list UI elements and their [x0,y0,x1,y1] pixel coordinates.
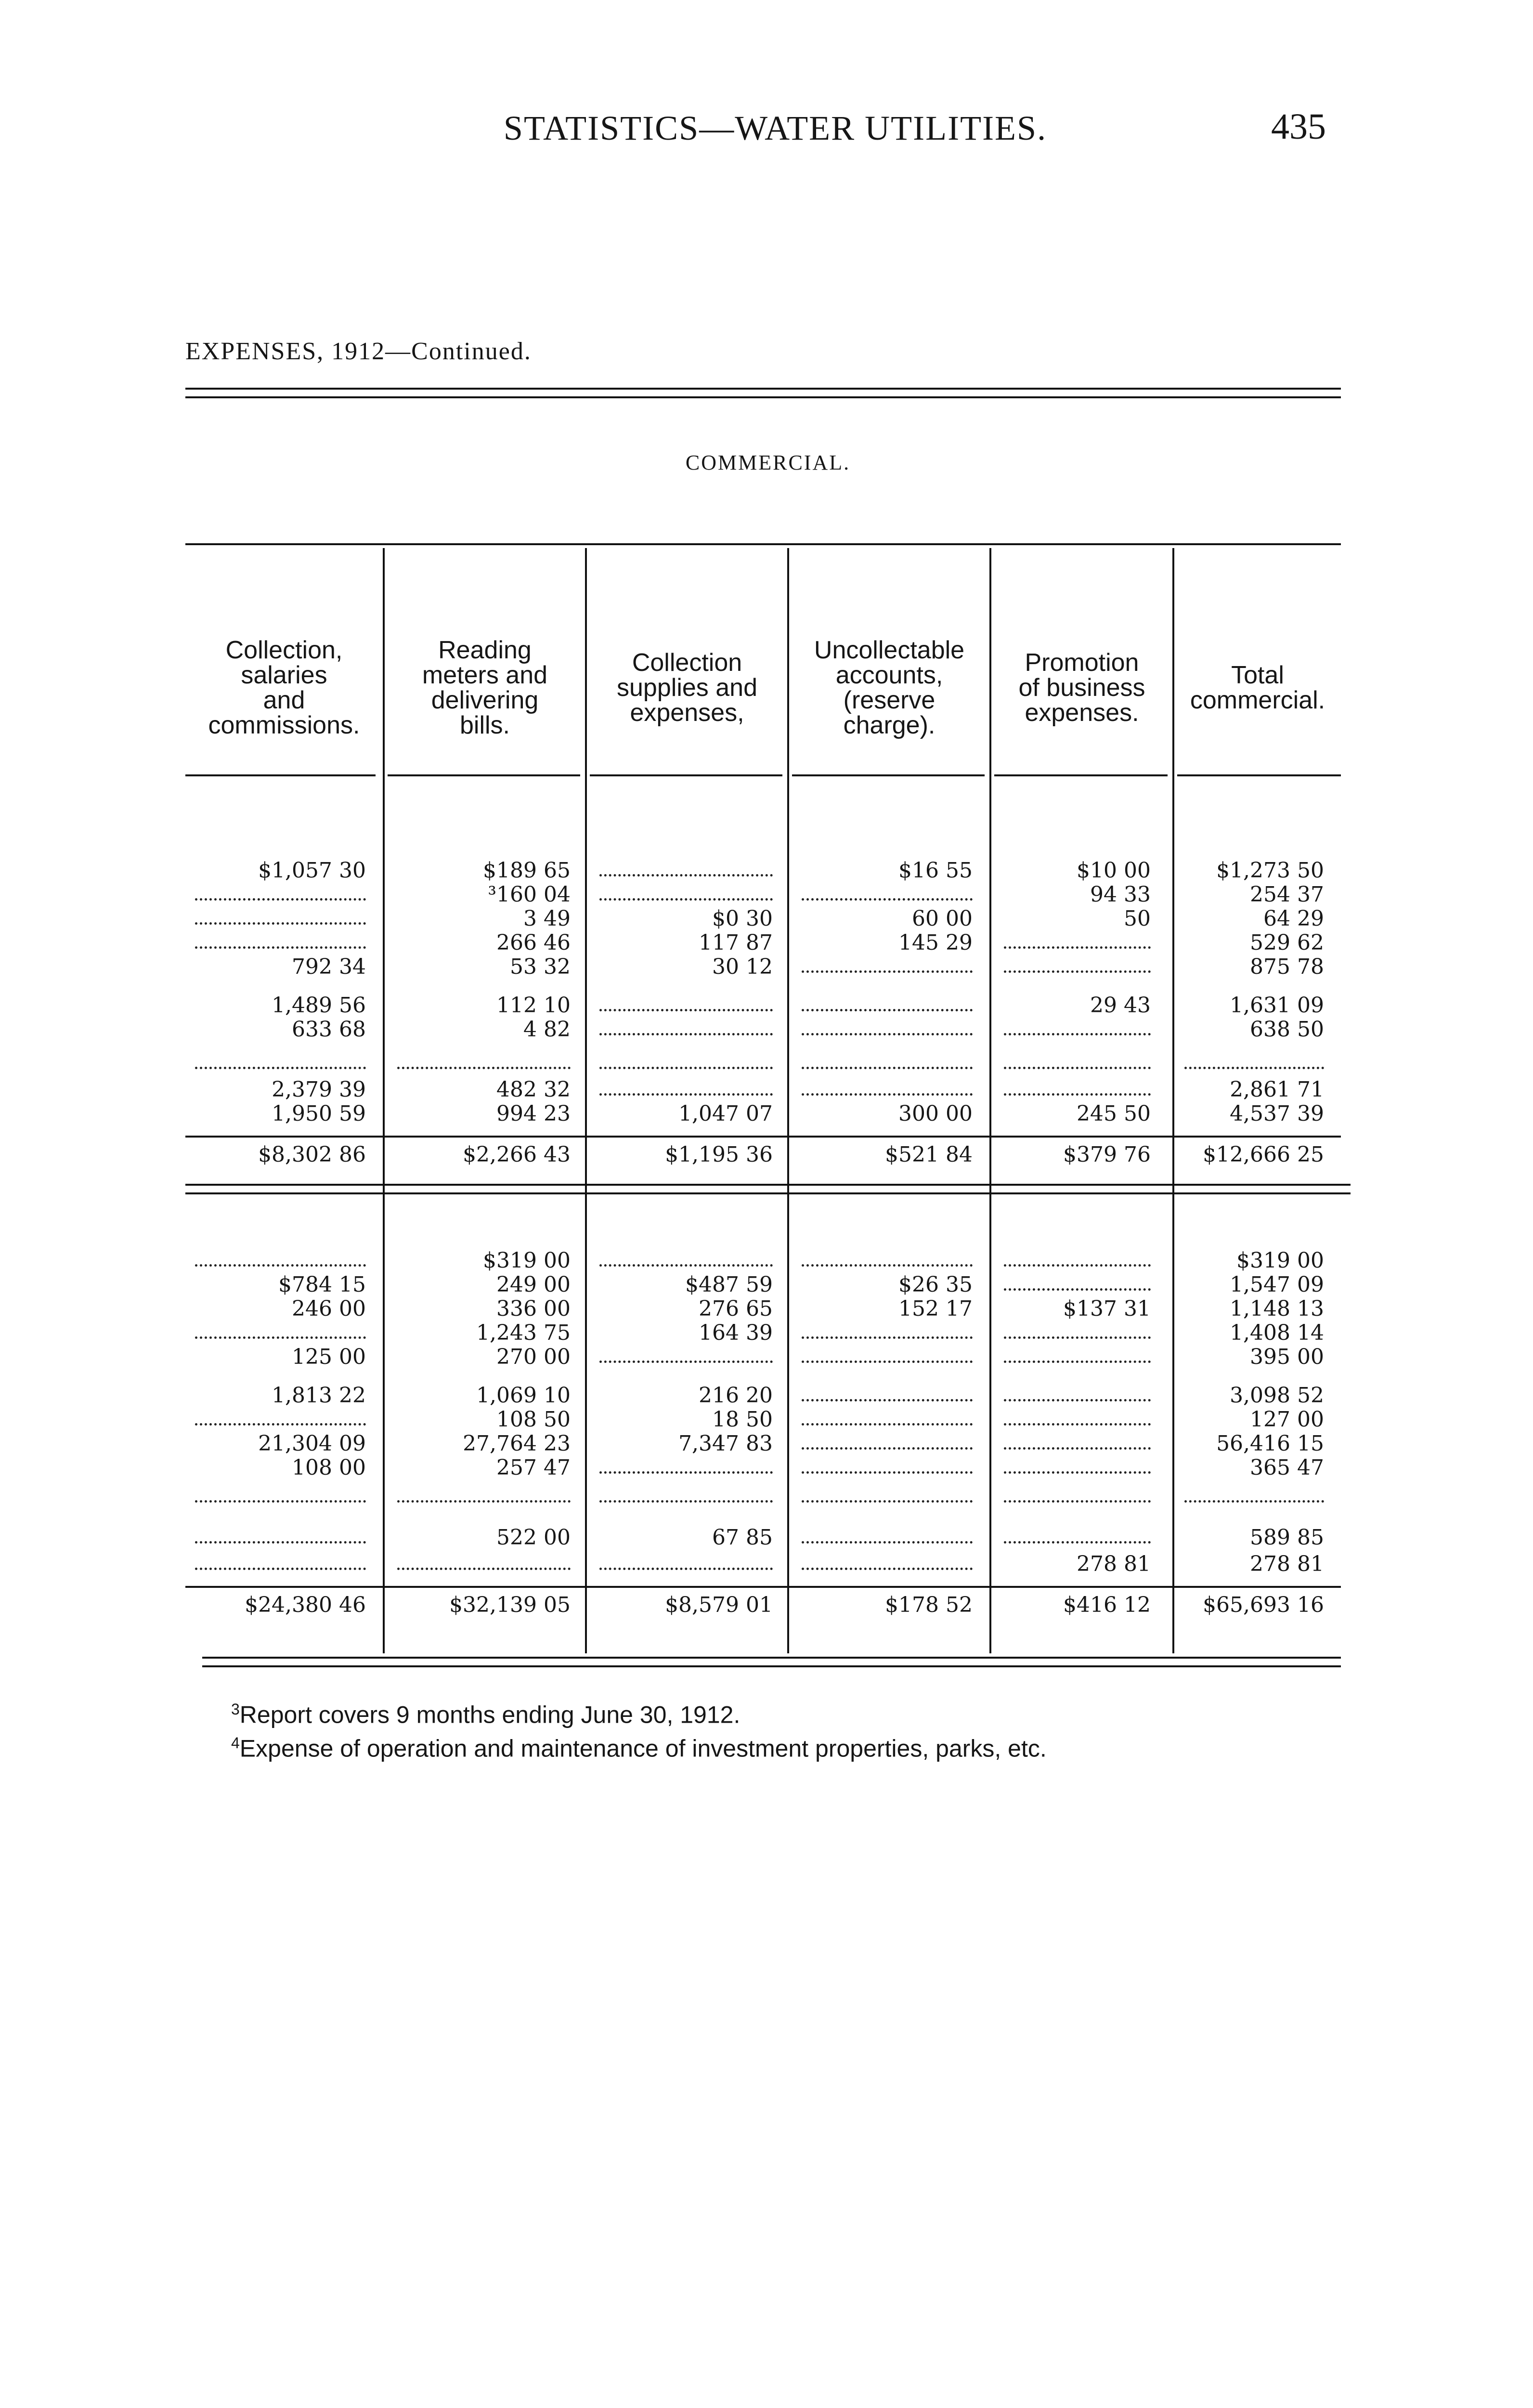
table-cell: $319 00 [1236,1248,1324,1273]
table-cell: 278 81 [1077,1552,1151,1576]
table-cell: 4,537 39 [1230,1101,1324,1126]
table-cell: 875 78 [1250,955,1324,979]
table-cell: 125 00 [292,1345,366,1369]
table-cell: 1,489 56 [272,993,366,1018]
table-row [185,1384,1341,1408]
total-cell: $1,195 36 [665,1142,773,1167]
table-row [185,907,1341,931]
table-row [185,859,1341,883]
table-row [185,1249,1341,1273]
totals-row [185,1143,1341,1167]
column-header: Total commercial. [1190,661,1325,714]
table-cell [1004,1456,1151,1474]
table-cell: 164 39 [699,1321,773,1345]
table-cell [802,955,973,973]
column-header: Collection supplies and expenses, [617,649,757,727]
table-cell: 29 43 [1090,993,1151,1018]
table-cell [599,1249,773,1267]
table-cell: $16 55 [898,858,973,883]
table-cell: 336 00 [496,1296,571,1321]
table-cell: 1,950 59 [272,1101,366,1126]
table-cell: 1,243 75 [476,1321,571,1345]
table-body [185,543,1341,1653]
table-cell: 2,861 71 [1230,1077,1324,1102]
table-cell [1004,1249,1151,1267]
table-cell: 56,416 15 [1216,1431,1324,1456]
table-cell [1004,931,1151,949]
column-header: Uncollectable accounts, (reserve charge). [814,636,965,739]
table-cell [195,1408,366,1426]
table-cell: 1,547 09 [1230,1272,1324,1297]
table-cell: ³160 04 [488,882,571,907]
table-row [185,1345,1341,1369]
table-cell: 127 00 [1250,1407,1324,1432]
table-cell [195,1526,366,1544]
table-cell: 108 00 [292,1455,366,1480]
total-cell: $8,302 86 [258,1142,366,1167]
table-cell: 1,813 22 [272,1383,366,1408]
table-row [185,1078,1341,1102]
table-cell [1004,955,1151,973]
totals-row [185,1593,1341,1617]
expenses-table [185,543,1341,1653]
table-cell: 117 87 [699,930,773,955]
table-cell [1184,1051,1324,1069]
table-row [185,1321,1341,1345]
table-cell: 300 00 [898,1101,973,1126]
table-cell: 67 85 [712,1525,773,1550]
table-cell [1004,1526,1151,1544]
table-cell: 145 29 [898,930,973,955]
footer-double-rule [202,1657,1341,1667]
table-cell [599,1078,773,1096]
table-cell [802,1408,973,1426]
header-double-rule [185,388,1341,398]
table-row [185,994,1341,1018]
table-cell [802,1384,973,1401]
footnote-mark: 3 [231,1701,240,1718]
footnote-text: Expense of operation and maintenance of investment properties, parks, etc. [239,1735,1047,1762]
table-cell: 1,631 09 [1230,993,1324,1018]
total-cell: $8,579 01 [665,1593,773,1617]
table-cell: 4 82 [523,1017,571,1042]
table-cell [397,1051,571,1069]
table-cell [802,1552,973,1570]
table-cell [599,859,773,877]
table-cell [1004,1321,1151,1339]
total-cell: $379 76 [1063,1142,1151,1167]
table-cell [195,1249,366,1267]
table-cell [195,1485,366,1503]
table-cell [599,994,773,1011]
table-cell [802,1345,973,1363]
column-header: Collection, salaries and commissions. [208,636,360,739]
running-title: STATISTICS—WATER UTILITIES. [503,109,1047,147]
table-row [185,1485,1341,1509]
table-cell [195,883,366,901]
table-cell: 254 37 [1250,882,1324,907]
table-cell: 245 50 [1077,1101,1151,1126]
total-cell: $178 52 [885,1593,973,1617]
table-cell: $0 30 [712,906,773,931]
table-row [185,1432,1341,1456]
table-cell: $26 35 [898,1272,973,1297]
table-cell: 246 00 [292,1296,366,1321]
table-cell [1004,1078,1151,1096]
totals-rule [185,1586,1341,1588]
table-cell: 21,304 09 [258,1431,366,1456]
table-row [185,1408,1341,1432]
table-cell [599,1018,773,1035]
total-cell: $24,380 46 [245,1593,366,1617]
footnote [231,1729,1338,1763]
group-separator-double-rule [185,1184,1351,1194]
table-cell: 994 23 [496,1101,571,1126]
table-cell: 94 33 [1090,882,1151,907]
table-row [185,1297,1341,1321]
table-cell: 112 10 [496,993,571,1018]
footnotes [231,1695,1338,1762]
table-cell [195,1552,366,1570]
table-cell: 633 68 [292,1017,366,1042]
table-cell: 270 00 [496,1345,571,1369]
table-cell [599,883,773,901]
table-cell: 108 50 [496,1407,571,1432]
table-cell: $1,057 30 [258,858,366,883]
table-cell: $1,273 50 [1216,858,1324,883]
table-cell [1004,1273,1151,1291]
table-cell: 638 50 [1250,1017,1324,1042]
table-cell [599,1345,773,1363]
table-cell: 482 32 [496,1077,571,1102]
table-cell [802,994,973,1011]
table-cell: 249 00 [496,1272,571,1297]
total-cell: $2,266 43 [463,1142,571,1167]
table-cell [195,907,366,925]
table-cell [802,1485,973,1503]
table-cell: $784 15 [278,1272,366,1297]
table-cell [1004,1051,1151,1069]
page-number: 435 [1271,106,1326,147]
table-cell [802,1456,973,1474]
table-cell: 3 49 [523,906,571,931]
table-cell: 278 81 [1250,1552,1324,1576]
table-cell [599,1485,773,1503]
footnote-text: Report covers 9 months ending June 30, 1912. [239,1701,741,1728]
footnote [231,1695,1338,1729]
column-header: Promotion of business expenses. [1018,649,1145,727]
table-row [185,1018,1341,1042]
footnote-mark: 4 [231,1734,240,1752]
table-cell: 152 17 [898,1296,973,1321]
table-cell: 2,379 39 [272,1077,366,1102]
table-row [185,1552,1341,1576]
table-cell: 30 12 [712,955,773,979]
table-cell: 64 29 [1263,906,1324,931]
table-cell [1004,1384,1151,1401]
total-cell: $416 12 [1063,1593,1151,1617]
table-cell [599,1051,773,1069]
table-row [185,1526,1341,1550]
group-title: COMMERCIAL. [685,451,851,474]
table-cell [802,1249,973,1267]
total-cell: $32,139 05 [449,1593,571,1617]
table-cell: 60 00 [912,906,973,931]
table-cell [195,1321,366,1339]
table-cell: 792 34 [292,955,366,979]
total-cell: $521 84 [885,1142,973,1167]
table-cell [1004,1408,1151,1426]
table-cell: 53 32 [510,955,571,979]
table-cell [802,1526,973,1544]
table-cell: 1,148 13 [1230,1296,1324,1321]
table-cell: $189 65 [483,858,571,883]
table-cell: 276 65 [699,1296,773,1321]
table-cell [397,1552,571,1570]
table-cell [1004,1345,1151,1363]
table-cell: 395 00 [1250,1345,1324,1369]
table-cell [802,883,973,901]
table-row [185,1051,1341,1075]
table-cell [195,1051,366,1069]
table-cell: $319 00 [483,1248,571,1273]
table-cell: 7,347 83 [678,1431,773,1456]
table-row [185,1102,1341,1126]
table-cell [802,1078,973,1096]
table-cell [397,1485,571,1503]
table-cell [1004,1018,1151,1035]
table-cell [802,1051,973,1069]
total-cell: $65,693 16 [1203,1593,1324,1617]
totals-rule [185,1136,1341,1138]
table-row [185,1273,1341,1297]
table-cell: $137 31 [1063,1296,1151,1321]
table-cell: 522 00 [496,1525,571,1550]
table-cell: 589 85 [1250,1525,1324,1550]
table-cell: 365 47 [1250,1455,1324,1480]
table-cell: 1,047 07 [678,1101,773,1126]
total-cell: $12,666 25 [1203,1142,1324,1167]
column-header: Reading meters and delivering bills. [422,636,548,739]
table-cell [802,1018,973,1035]
table-cell: 50 [1124,906,1151,931]
table-row [185,1456,1341,1480]
table-cell: 266 46 [496,930,571,955]
table-cell: 529 62 [1250,930,1324,955]
table-cell: 1,069 10 [476,1383,571,1408]
table-cell [599,1552,773,1570]
table-row [185,883,1341,907]
section-title: EXPENSES, 1912—Continued. [185,338,532,365]
table-cell: 257 47 [496,1455,571,1480]
table-cell [1004,1432,1151,1450]
table-row [185,931,1341,955]
table-cell: 18 50 [712,1407,773,1432]
table-cell [599,1456,773,1474]
table-cell [195,931,366,949]
table-cell: 27,764 23 [463,1431,571,1456]
table-cell: $487 59 [685,1272,773,1297]
table-cell: $10 00 [1077,858,1151,883]
table-cell: 216 20 [699,1383,773,1408]
table-cell [1004,1485,1151,1503]
table-cell: 3,098 52 [1230,1383,1324,1408]
table-cell [802,1432,973,1450]
table-cell [802,1321,973,1339]
table-cell: 1,408 14 [1230,1321,1324,1345]
table-row [185,955,1341,979]
table-cell [1184,1485,1324,1503]
